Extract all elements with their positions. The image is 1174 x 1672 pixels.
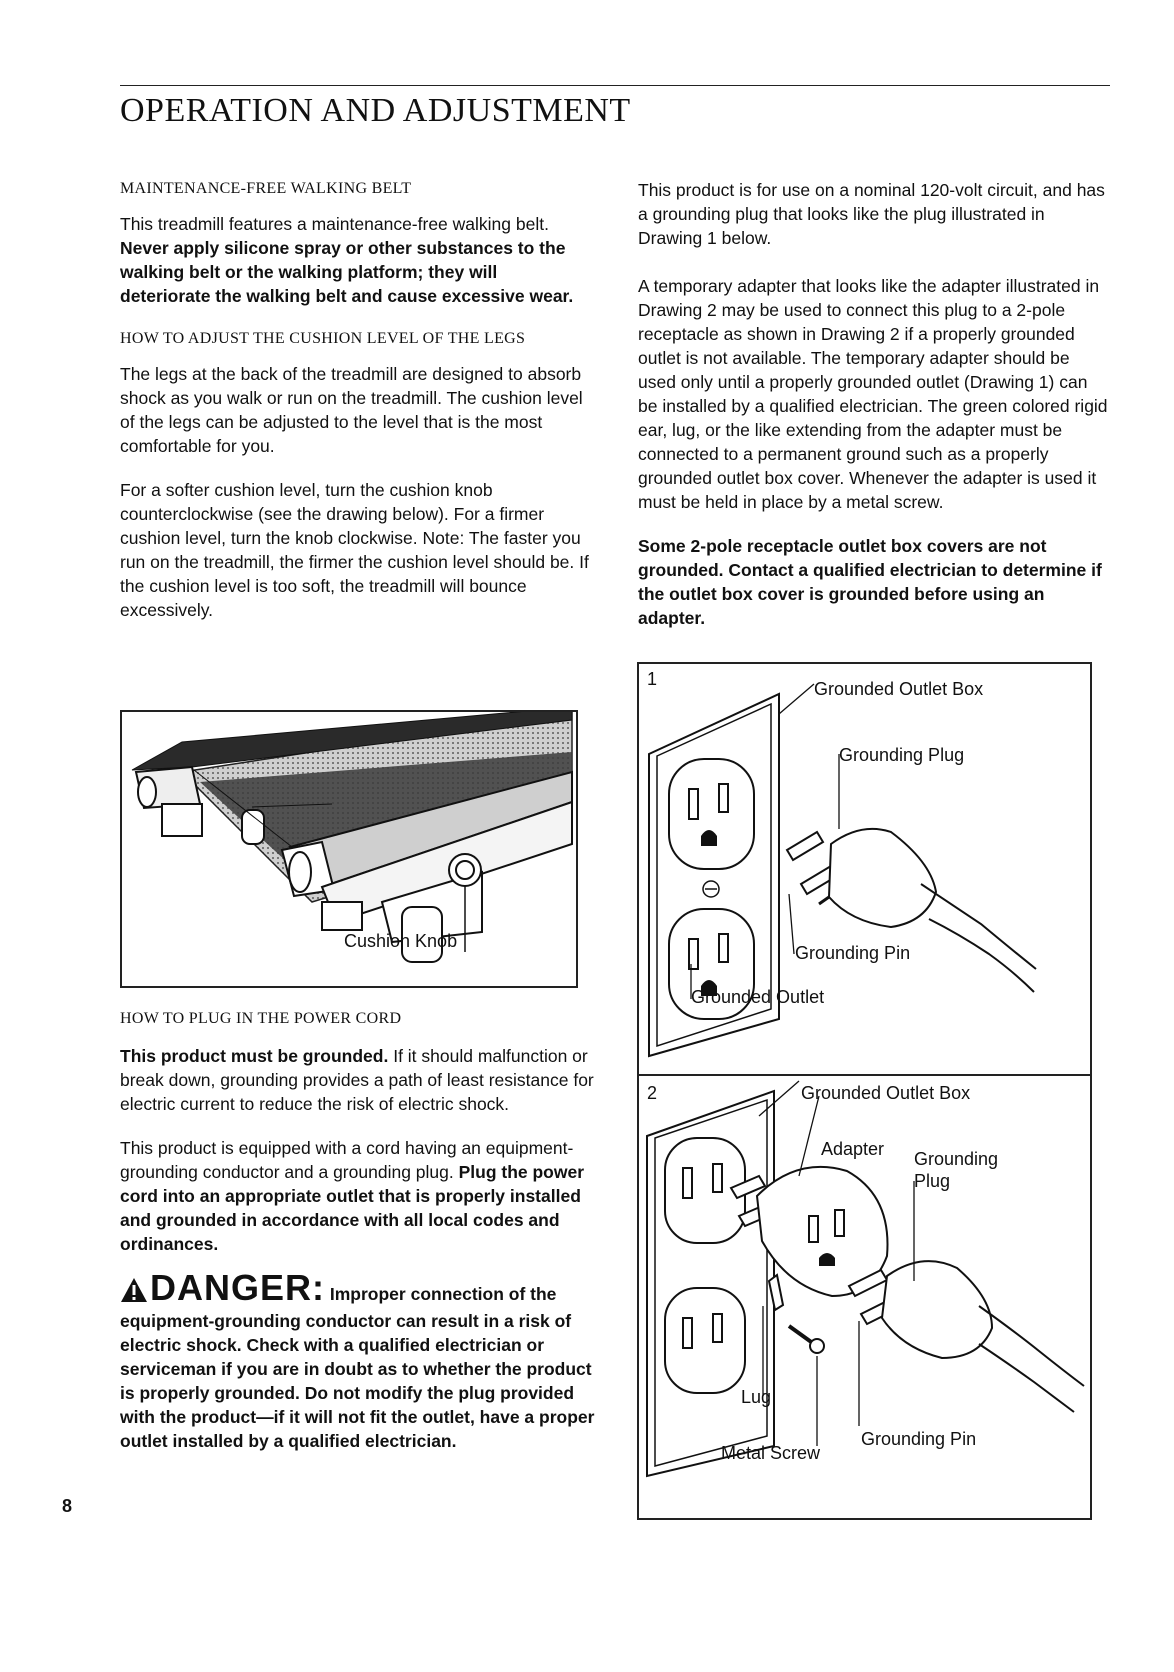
danger-word: DANGER: [150,1267,325,1308]
belt-heading: MAINTENANCE-FREE WALKING BELT [120,180,412,197]
cord-text: This product is equipped with a cord having an equipment-grounding conductor and a grounding plug. [120,1138,574,1182]
belt-paragraph [120,212,590,308]
ground-text: If it should malfunction or break down, grounding provides a path of least resistance for electric current to reduce the risk of electric shock. [120,1046,594,1114]
d2-grounding-label-2: Plug [914,1171,951,1191]
adapter-paragraph: A temporary adapter that looks like the adapter illustrated in Drawing 2 may be used to connect this plug to a 2-pole receptacle as shown in Drawing 2 if a properly grounded outlet is not available. The temporary adapter should be used only until a properly grounded outlet (Drawing 1) can be installed by a qualified electrician. The green colored rigid ear, lug, or the like extending from the adapter must be connected to a permanent ground such as a properly grounded outlet box cover. Whenever the adapter is used it must be held in place by a metal screw. [638,276,1108,512]
left-column-top [120,178,590,622]
danger-text: Improper connection of the equipment-grounding conductor can result in a risk of electric shock. Check with a qualified electrician or serviceman if you are in doubt as to whether the product is properly grounded. Do not modify the plug provided with the product—if it will not fit the outlet, have a proper outlet installed by a qualified electrician. [120,1284,595,1451]
danger-paragraph [120,1267,595,1453]
d1-grounding-plug-label: Grounding Plug [839,745,965,765]
title-rule [120,85,1110,86]
d1-grounding-pin-label: Grounding Pin [795,943,911,963]
grounding-drawings [637,662,1092,1520]
drawing-1-number: 1 [647,669,658,689]
d2-adapter-label: Adapter [821,1139,885,1159]
drawing-1-illustration [639,664,1090,1074]
page-number: 8 [62,1496,73,1516]
d2-grounding-pin-label: Grounding Pin [861,1429,977,1449]
power-heading: HOW TO PLUG IN THE POWER CORD [120,1010,402,1027]
cover-warning: Some 2-pole receptacle outlet box covers are not grounded. Contact a qualified electrician to determine if the outlet box cover is grounded before using an adapter. [638,536,1102,628]
d1-grounded-outlet-label: Grounded Outlet [691,987,825,1007]
belt-text: This treadmill features a maintenance-free walking belt. [120,214,549,234]
d2-lug-label: Lug [741,1387,772,1407]
cushion-heading: HOW TO ADJUST THE CUSHION LEVEL OF THE LEGS [120,330,526,347]
d2-grounding-label-1: Grounding [914,1149,999,1169]
left-column-bottom [120,1008,595,1453]
page-title: OPERATION AND ADJUSTMENT [120,92,631,129]
ground-paragraph [120,1044,595,1116]
d2-grounded-outlet-box-label: Grounded Outlet Box [801,1083,971,1103]
ground-bold: This product must be grounded. [120,1046,389,1066]
d1-grounded-outlet-box-label: Grounded Outlet Box [814,679,984,699]
warning-triangle-icon [120,1277,148,1309]
cushion-knob-label: Cushion Knob [344,931,458,951]
belt-warning: Never apply silicone spray or other substances to the walking belt or the walking platform; they will deteriorate the walking belt and cause excessive wear. [120,238,574,306]
circuit-paragraph: This product is for use on a nominal 120-volt circuit, and has a grounding plug that looks like the plug illustrated in Drawing 1 below. [638,180,1105,248]
cushion-paragraph-2: For a softer cushion level, turn the cushion knob counterclockwise (see the drawing below). For a firmer cushion level, turn the knob clockwise. Note: The faster you run on the treadmill, the firmer the cushion level should be. If the cushion level is too soft, the treadmill will bounce excessively. [120,480,589,620]
cushion-paragraph-1: The legs at the back of the treadmill are designed to absorb shock as you walk or run on the treadmill. The cushion level of the legs can be adjusted to the level that is the most comfortable for you. [120,364,583,456]
cord-bold: Plug the power cord into an appropriate outlet that is properly installed and grounded in accordance with all local codes and ordinances. [120,1162,585,1254]
d2-metal-screw-label: Metal Screw [721,1443,821,1463]
right-column [638,178,1108,630]
treadmill-figure [120,710,578,988]
cord-paragraph [120,1136,595,1256]
drawing-2-number: 2 [647,1083,658,1103]
